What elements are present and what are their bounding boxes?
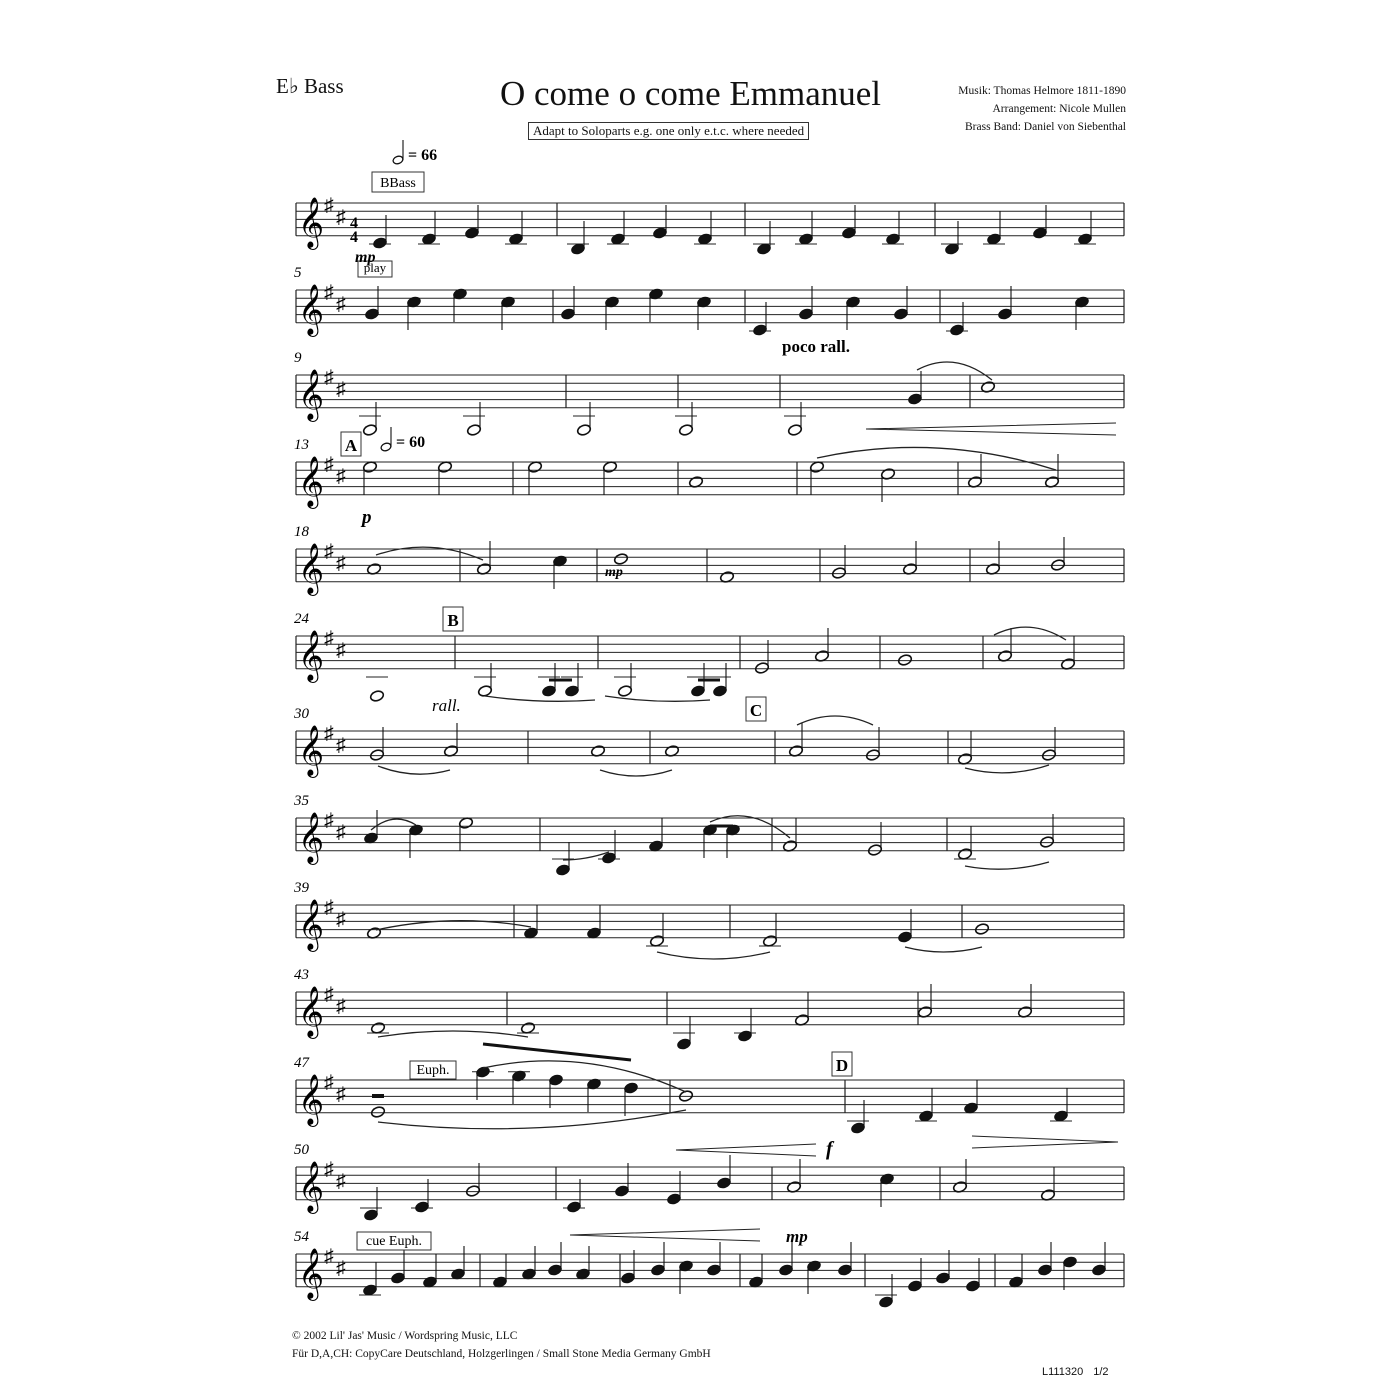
slur <box>797 716 873 725</box>
slur <box>657 952 770 959</box>
measure-number: 39 <box>294 880 309 896</box>
key-signature-sharp: ♯ <box>324 1159 334 1180</box>
slur <box>371 819 416 830</box>
note-head <box>965 1280 980 1293</box>
slur <box>605 696 710 701</box>
note-head <box>465 1185 480 1198</box>
half-note-symbol <box>380 442 392 452</box>
dynamic-marking: mp <box>605 565 623 580</box>
note-head <box>466 424 481 437</box>
note-head <box>369 690 384 703</box>
note-head <box>560 308 575 321</box>
half-rest <box>372 1094 384 1098</box>
note-head <box>617 685 632 698</box>
note-head <box>949 324 964 337</box>
key-signature-sharp: ♯ <box>324 1072 334 1093</box>
note-head <box>752 324 767 337</box>
note-head <box>666 1193 681 1206</box>
note-head <box>614 1185 629 1198</box>
treble-clef: 𝄞 <box>298 1162 325 1211</box>
note-head <box>798 308 813 321</box>
note-head <box>620 1272 635 1285</box>
key-signature-sharp: ♯ <box>336 294 346 315</box>
measure-number: 43 <box>294 967 309 983</box>
instrument-box: BBass <box>380 176 416 191</box>
note-head <box>778 1264 793 1277</box>
slur <box>905 947 982 952</box>
slur <box>994 627 1066 640</box>
measure-number: 9 <box>294 350 302 366</box>
rehearsal-mark: C <box>749 701 763 720</box>
note-head <box>372 237 387 250</box>
page-number: 1/2 <box>1093 1366 1109 1378</box>
treble-clef: 𝄞 <box>298 1249 325 1298</box>
rehearsal-mark: D <box>835 1056 849 1075</box>
slur <box>378 766 450 774</box>
dynamic-marking: mp <box>355 249 376 266</box>
instrument-box: play <box>363 260 387 275</box>
key-signature-sharp: ♯ <box>324 282 334 303</box>
key-signature-sharp: ♯ <box>336 1084 346 1105</box>
key-signature-sharp: ♯ <box>324 541 334 562</box>
note-head <box>623 1082 638 1095</box>
note-head <box>754 662 769 675</box>
key-signature-sharp: ♯ <box>324 897 334 918</box>
instrument-box: Euph. <box>416 1063 450 1078</box>
note-head <box>370 1106 385 1119</box>
measure-number: 5 <box>294 265 302 281</box>
note-head <box>564 685 579 698</box>
note-head <box>893 308 908 321</box>
key-signature-sharp: ♯ <box>324 984 334 1005</box>
note-head <box>477 685 492 698</box>
note-head <box>1039 836 1054 849</box>
key-signature-sharp: ♯ <box>336 822 346 843</box>
dynamic-marking: mp <box>786 1227 808 1246</box>
key-signature-sharp: ♯ <box>336 996 346 1017</box>
note-head <box>548 1074 563 1087</box>
crescendo-hairpin <box>866 423 1116 435</box>
note-head <box>850 1122 865 1135</box>
composer-credit: Musik: Thomas Helmore 1811-1890 <box>958 85 1126 97</box>
arranger-credit: Arrangement: Nicole Mullen <box>992 103 1126 115</box>
measure-number: 50 <box>294 1142 309 1158</box>
part-name: E♭ Bass <box>276 74 344 98</box>
slur <box>965 862 1049 869</box>
brass-band-credit: Brass Band: Daniel von Siebenthal <box>965 121 1126 133</box>
note-head <box>865 749 880 762</box>
note-head <box>1062 1256 1077 1269</box>
slur <box>378 1031 528 1037</box>
copyright-line: Für D,A,CH: CopyCare Deutschland, Holzgerlingen / Small Stone Media Germany GmbH <box>292 1348 711 1360</box>
key-signature-sharp: ♯ <box>336 735 346 756</box>
note-head <box>878 1296 893 1309</box>
note-head <box>787 424 802 437</box>
note-head <box>837 1264 852 1277</box>
slur <box>485 696 595 701</box>
note-head <box>897 931 912 944</box>
note-head <box>364 308 379 321</box>
key-signature-sharp: ♯ <box>324 628 334 649</box>
performance-instruction: Adapt to Soloparts e.g. one only e.t.c. where needed <box>528 122 809 140</box>
slur <box>376 921 531 930</box>
treble-clef: 𝄞 <box>298 198 325 247</box>
tempo-change: poco rall. <box>782 337 850 356</box>
slur <box>917 362 992 380</box>
note-head <box>369 749 384 762</box>
treble-clef: 𝄞 <box>298 726 325 775</box>
note-head <box>566 1201 581 1214</box>
catalog-number: L111320 <box>1042 1366 1084 1378</box>
note-head <box>706 1264 721 1277</box>
measure-number: 18 <box>294 524 309 540</box>
measure-number: 30 <box>294 706 309 722</box>
note-head <box>547 1264 562 1277</box>
note-head <box>676 1038 691 1051</box>
treble-clef: 𝄞 <box>298 285 325 334</box>
crescendo-hairpin <box>570 1229 760 1241</box>
note-head <box>678 424 693 437</box>
slur <box>817 447 1056 470</box>
note-head <box>690 685 705 698</box>
tempo-marking: = 66 <box>408 147 438 164</box>
note-beam <box>483 1044 631 1060</box>
key-signature-sharp: ♯ <box>324 810 334 831</box>
treble-clef: 𝄞 <box>298 370 325 419</box>
measure-number: 24 <box>294 611 309 627</box>
note-head <box>652 227 667 240</box>
note-head <box>712 685 727 698</box>
measure-number: 54 <box>294 1229 309 1245</box>
piece-title: O come o come Emmanuel <box>500 74 881 113</box>
note-head <box>867 844 882 857</box>
key-signature-sharp: ♯ <box>336 1258 346 1279</box>
note-head <box>576 424 591 437</box>
page-code <box>1042 1366 1109 1378</box>
note-head <box>613 553 628 566</box>
note-head <box>1032 227 1047 240</box>
crescendo-hairpin <box>676 1144 816 1156</box>
key-signature-sharp: ♯ <box>336 379 346 400</box>
measure-number: 47 <box>294 1055 309 1071</box>
time-signature-denominator: 4 <box>350 229 358 246</box>
key-signature-sharp: ♯ <box>336 466 346 487</box>
note-head <box>390 1272 405 1285</box>
note-head <box>650 1264 665 1277</box>
diminuendo-hairpin <box>972 1136 1118 1148</box>
measure-number: 35 <box>294 793 309 809</box>
key-signature-sharp: ♯ <box>336 553 346 574</box>
key-signature-sharp: ♯ <box>336 1171 346 1192</box>
note-head <box>555 864 570 877</box>
note-head <box>907 1280 922 1293</box>
note-head <box>907 393 922 406</box>
treble-clef: 𝄞 <box>298 457 325 506</box>
key-signature-sharp: ♯ <box>324 367 334 388</box>
key-signature-sharp: ♯ <box>324 195 334 216</box>
treble-clef: 𝄞 <box>298 1075 325 1124</box>
note-head <box>1091 1264 1106 1277</box>
note-head <box>737 1030 752 1043</box>
slur <box>600 770 672 776</box>
copyright-notice <box>292 1327 711 1363</box>
key-signature-sharp: ♯ <box>324 723 334 744</box>
note-head <box>541 685 556 698</box>
treble-clef: 𝄞 <box>298 987 325 1036</box>
dynamic-marking: f <box>826 1138 833 1160</box>
copyright-line: © 2002 Lil' Jas' Music / Wordspring Music, LLC <box>292 1330 518 1342</box>
note-head <box>363 1209 378 1222</box>
note-head <box>974 923 989 936</box>
tempo-marking: = 60 <box>396 434 426 451</box>
dynamic-marking: p <box>362 507 372 528</box>
key-signature-sharp: ♯ <box>324 454 334 475</box>
half-note-symbol <box>392 155 404 165</box>
note-head <box>897 654 912 667</box>
note-head <box>716 1177 731 1190</box>
note-head <box>935 1272 950 1285</box>
note-head <box>362 424 377 437</box>
treble-clef: 𝄞 <box>298 813 325 862</box>
time-signature-numerator: 4 <box>350 215 358 232</box>
slur <box>965 765 1049 773</box>
note-head <box>1037 1264 1052 1277</box>
note-head <box>464 227 479 240</box>
note-head <box>414 1201 429 1214</box>
instrument-box: cue Euph. <box>366 1234 422 1249</box>
rehearsal-mark: A <box>344 436 358 455</box>
key-signature-sharp: ♯ <box>336 640 346 661</box>
rehearsal-mark: B <box>447 611 459 630</box>
treble-clef: 𝄞 <box>298 631 325 680</box>
treble-clef: 𝄞 <box>298 544 325 593</box>
note-head <box>1041 749 1056 762</box>
note-head <box>831 567 846 580</box>
key-signature-sharp: ♯ <box>324 1246 334 1267</box>
note-head <box>997 308 1012 321</box>
key-signature-sharp: ♯ <box>336 909 346 930</box>
treble-clef: 𝄞 <box>298 900 325 949</box>
note-head <box>841 227 856 240</box>
key-signature-sharp: ♯ <box>336 207 346 228</box>
measure-number: 13 <box>294 437 309 453</box>
tempo-change: rall. <box>432 696 461 715</box>
